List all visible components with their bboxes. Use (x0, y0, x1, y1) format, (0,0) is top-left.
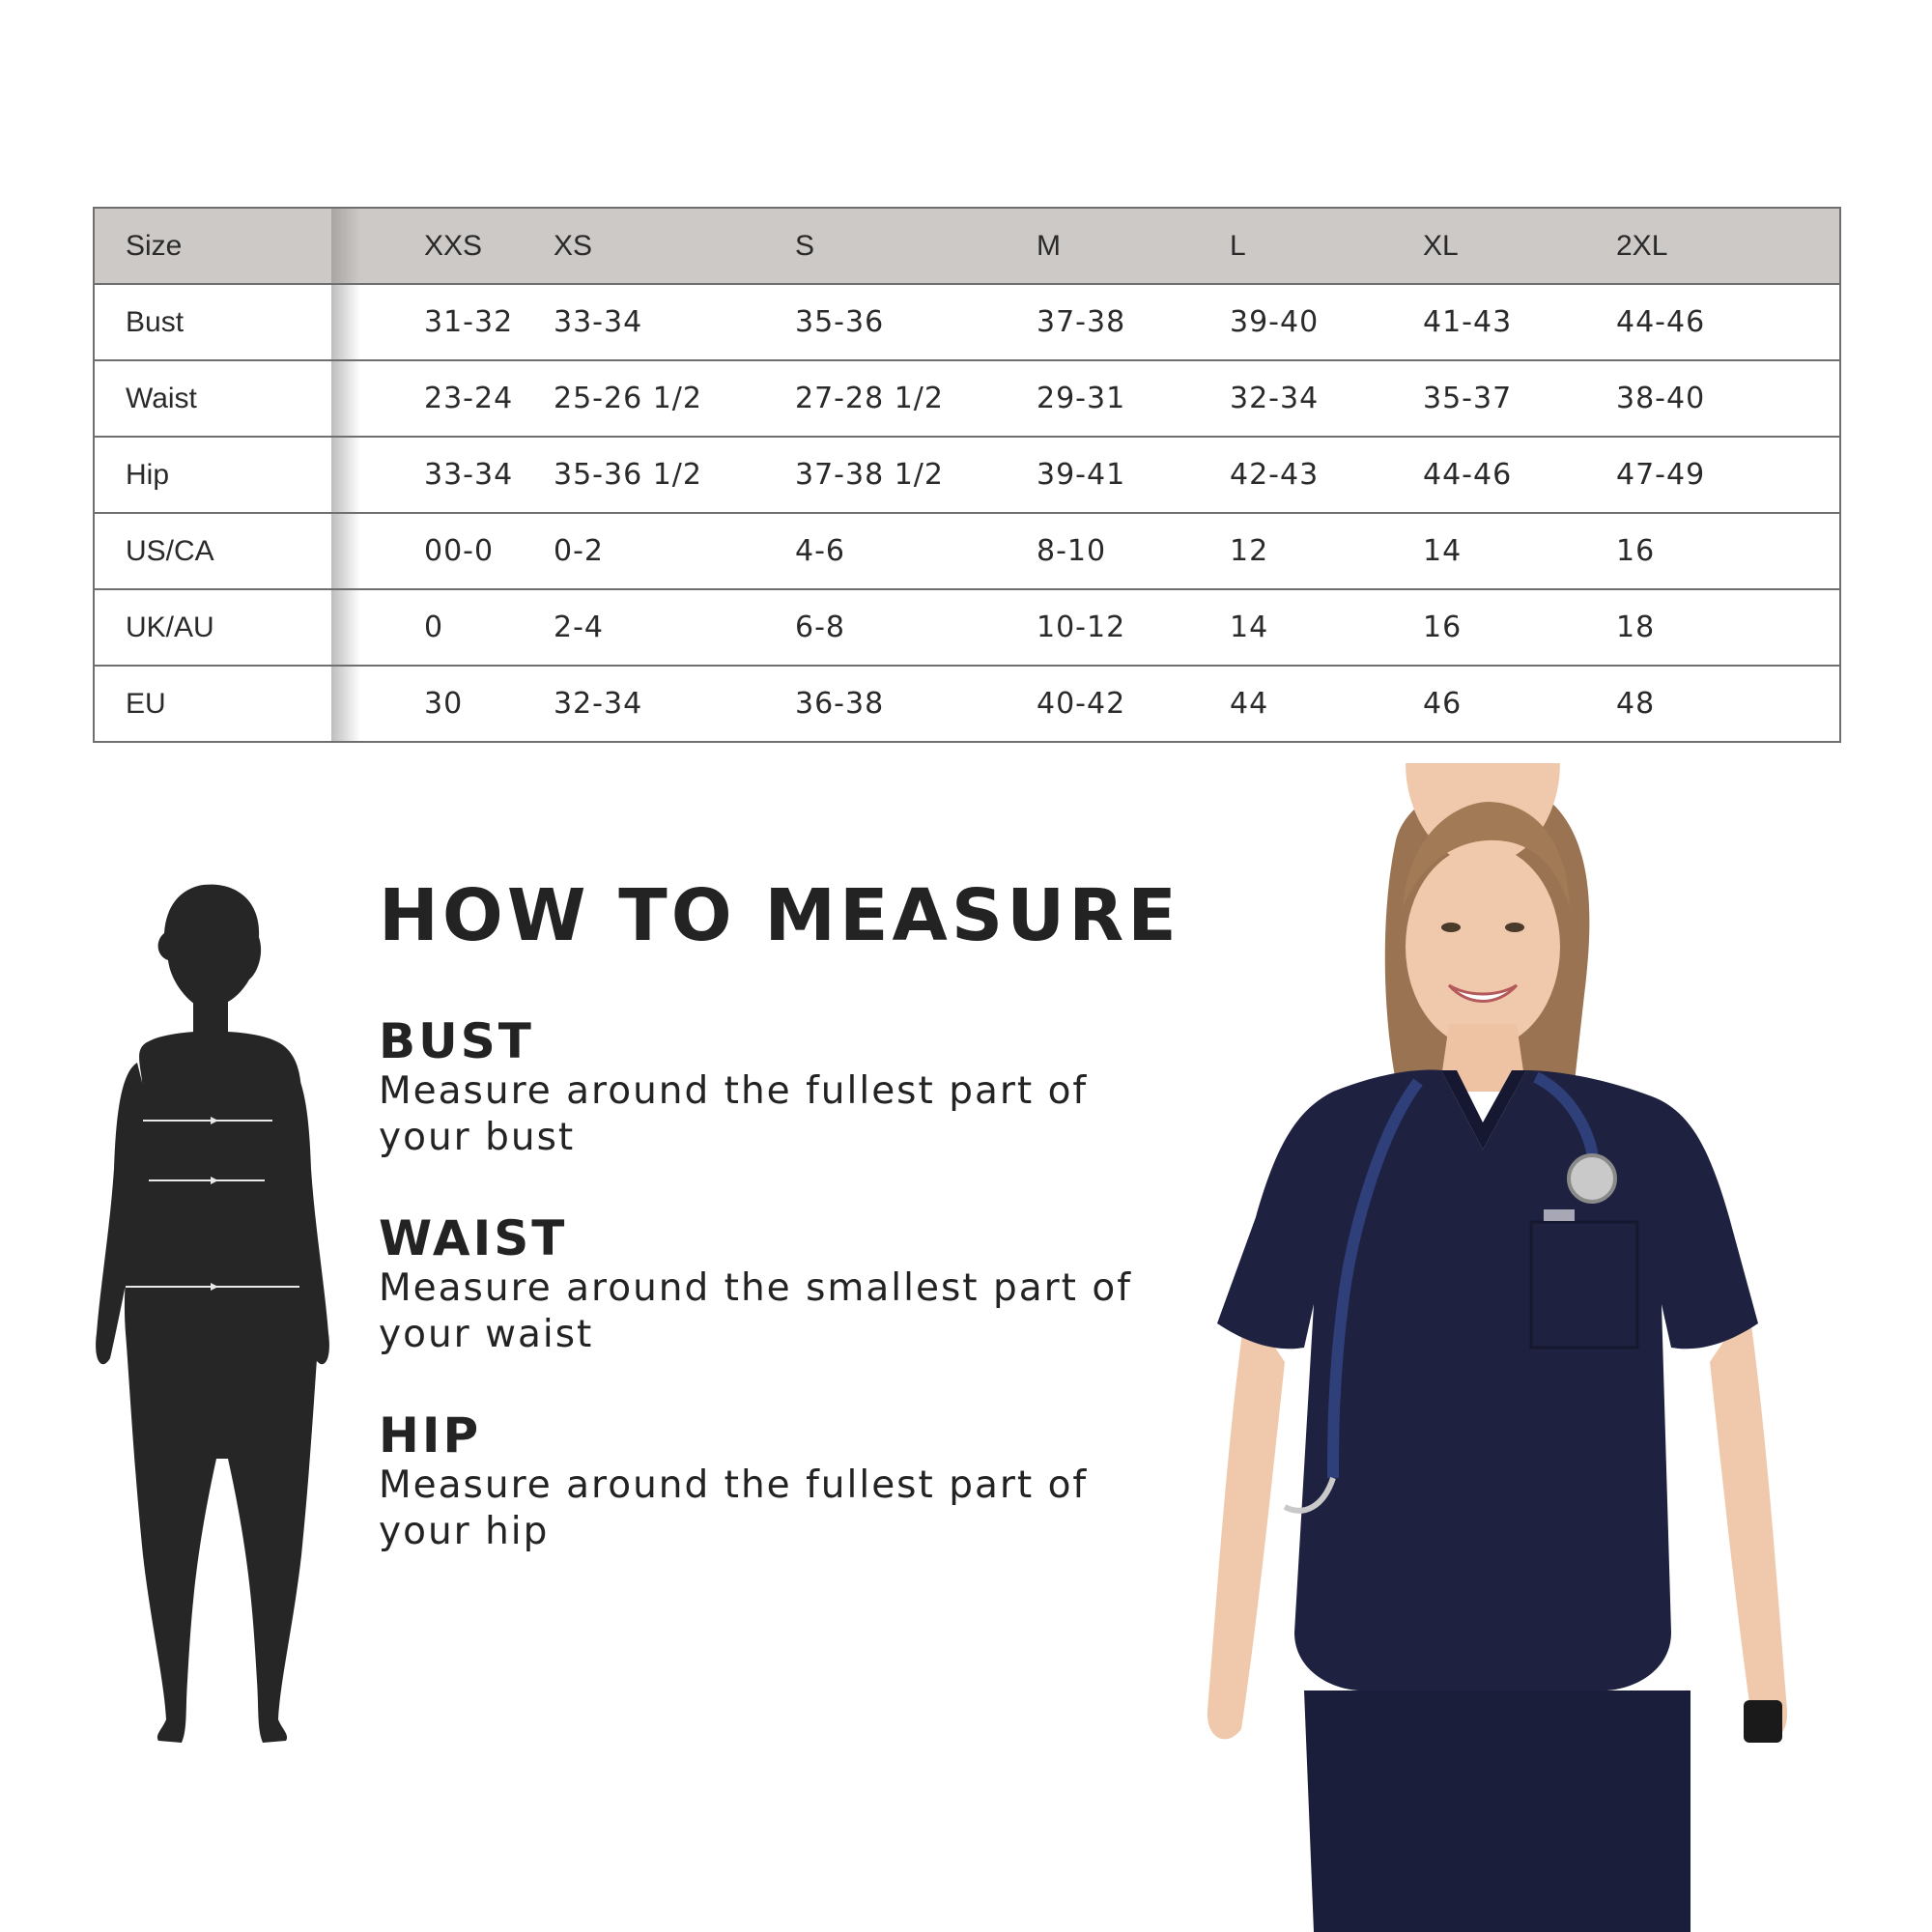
size-header-l: L (1230, 229, 1246, 262)
table-cell: 0-2 (554, 534, 604, 568)
waist-text: Measure around the smallest part of your waist (379, 1266, 1132, 1356)
table-cell: 35-36 (795, 305, 885, 339)
row-label: Waist (126, 382, 197, 414)
table-row (95, 588, 1839, 665)
table-row (95, 512, 1839, 588)
how-to-measure-title: HOW TO MEASURE (379, 874, 1180, 957)
table-cell: 32-34 (554, 687, 643, 721)
woman-silhouette-icon (87, 879, 338, 1768)
waist-heading: WAIST (379, 1210, 568, 1266)
size-chart-table (93, 207, 1841, 743)
table-cell: 47-49 (1616, 458, 1706, 492)
row-label: EU (126, 687, 166, 720)
table-cell: 40-42 (1037, 687, 1126, 721)
column-divider-shadow (331, 667, 360, 741)
table-cell: 41-43 (1423, 305, 1513, 339)
bust-text: Measure around the fullest part of your bust (379, 1069, 1089, 1159)
table-row (95, 359, 1839, 436)
table-cell: 32-34 (1230, 382, 1320, 415)
column-divider-shadow (331, 514, 360, 588)
table-cell: 2-4 (554, 611, 604, 644)
table-row (95, 665, 1839, 741)
table-cell: 23-24 (424, 382, 514, 415)
table-cell: 44 (1230, 687, 1269, 721)
table-cell: 25-26 1/2 (554, 382, 702, 415)
table-cell: 30 (424, 687, 464, 721)
hip-instructions (379, 1408, 1151, 1555)
table-cell: 44-46 (1616, 305, 1706, 339)
bust-heading: BUST (379, 1013, 534, 1069)
table-cell: 27-28 1/2 (795, 382, 944, 415)
column-divider-shadow (331, 285, 360, 359)
table-cell: 0 (424, 611, 444, 644)
table-row (95, 283, 1839, 359)
table-cell: 39-41 (1037, 458, 1126, 492)
column-divider-shadow (331, 590, 360, 665)
size-header-xs: XS (554, 229, 593, 262)
table-cell: 33-34 (554, 305, 643, 339)
table-cell: 00-0 (424, 534, 495, 568)
header-label: Size (126, 229, 183, 262)
row-label: US/CA (126, 534, 214, 567)
size-header-xl: XL (1423, 229, 1459, 262)
table-cell: 14 (1230, 611, 1269, 644)
size-header-s: S (795, 229, 815, 262)
table-cell: 39-40 (1230, 305, 1320, 339)
table-cell: 42-43 (1230, 458, 1320, 492)
table-cell: 37-38 (1037, 305, 1126, 339)
table-cell: 8-10 (1037, 534, 1107, 568)
table-header-row (95, 209, 1839, 283)
table-cell: 37-38 1/2 (795, 458, 944, 492)
table-cell: 6-8 (795, 611, 845, 644)
hip-heading: HIP (379, 1407, 482, 1463)
table-cell: 31-32 (424, 305, 514, 339)
table-cell: 36-38 (795, 687, 885, 721)
table-cell: 16 (1423, 611, 1463, 644)
size-header-2xl: 2XL (1616, 229, 1668, 262)
table-cell: 12 (1230, 534, 1269, 568)
hip-text: Measure around the fullest part of your hip (379, 1463, 1089, 1553)
table-cell: 35-36 1/2 (554, 458, 702, 492)
column-divider-shadow (331, 361, 360, 436)
table-cell: 4-6 (795, 534, 845, 568)
table-cell: 29-31 (1037, 382, 1126, 415)
table-cell: 10-12 (1037, 611, 1126, 644)
size-header-xxs: XXS (424, 229, 483, 262)
row-label: UK/AU (126, 611, 214, 643)
waist-instructions (379, 1211, 1151, 1358)
table-cell: 16 (1616, 534, 1656, 568)
column-divider-shadow (331, 438, 360, 512)
table-cell: 48 (1616, 687, 1656, 721)
row-label: Hip (126, 458, 170, 491)
table-cell: 35-37 (1423, 382, 1513, 415)
size-header-m: M (1037, 229, 1061, 262)
bust-instructions (379, 1014, 1151, 1161)
table-cell: 46 (1423, 687, 1463, 721)
table-cell: 33-34 (424, 458, 514, 492)
table-cell: 44-46 (1423, 458, 1513, 492)
table-row (95, 436, 1839, 512)
table-cell: 38-40 (1616, 382, 1706, 415)
nurse-in-navy-scrubs-photo (1188, 763, 1806, 1932)
table-cell: 14 (1423, 534, 1463, 568)
column-divider-shadow (331, 209, 360, 283)
table-cell: 18 (1616, 611, 1656, 644)
row-label: Bust (126, 305, 185, 338)
